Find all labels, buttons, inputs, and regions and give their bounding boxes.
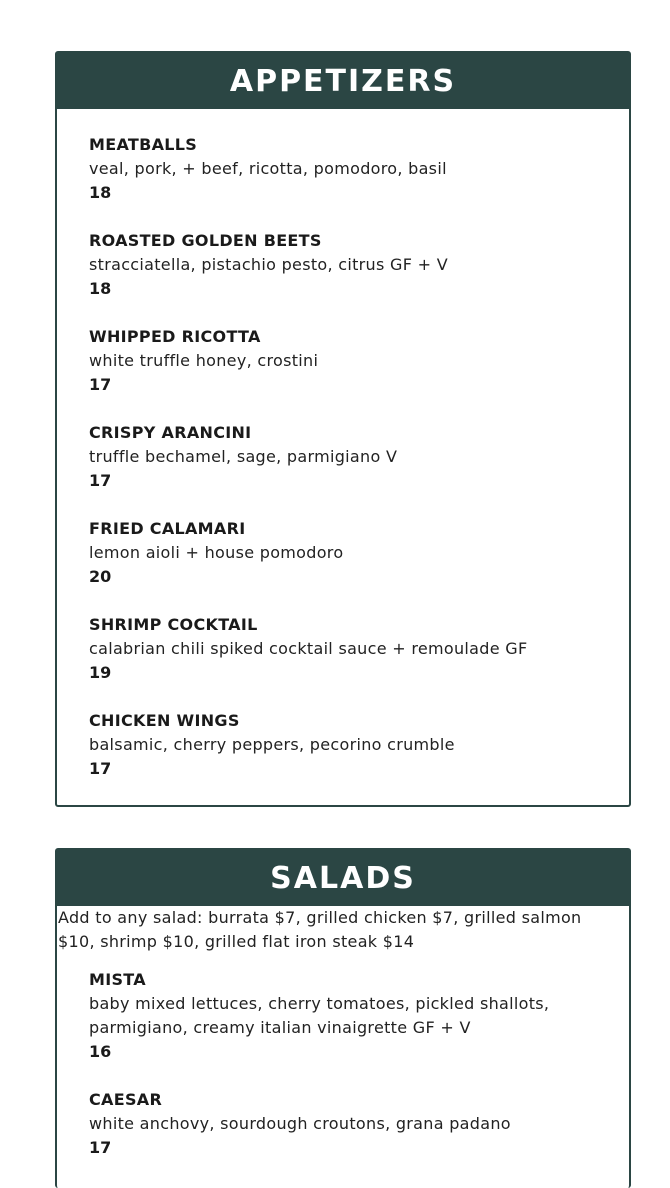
menu-item <box>89 613 629 685</box>
item-price: 17 <box>89 759 112 778</box>
item-price: 18 <box>89 183 112 202</box>
menu-item <box>89 1088 629 1160</box>
salad-addons-note: Add to any salad: burrata $7, grilled chicken $7, grilled salmon $10, shrimp $10, grilled flat iron steak $14 <box>58 908 582 951</box>
item-price: 19 <box>89 663 112 682</box>
item-name: CHICKEN WINGS <box>89 711 240 730</box>
item-description: baby mixed lettuces, cherry tomatoes, pickled shallots, parmigiano, creamy italian vinaigrette GF + V <box>89 994 550 1037</box>
salads-list <box>57 954 629 1160</box>
appetizers-section <box>55 51 631 807</box>
item-name: SHRIMP COCKTAIL <box>89 615 258 634</box>
item-description: veal, pork, + beef, ricotta, pomodoro, basil <box>89 159 447 178</box>
menu-item <box>89 517 629 589</box>
item-description: stracciatella, pistachio pesto, citrus GF + V <box>89 255 448 274</box>
item-description: white anchovy, sourdough croutons, grana padano <box>89 1114 511 1133</box>
menu-item <box>89 133 629 205</box>
salads-heading: SALADS <box>57 850 629 906</box>
item-description: balsamic, cherry peppers, pecorino crumble <box>89 735 455 754</box>
menu-item <box>89 229 629 301</box>
item-price: 18 <box>89 279 112 298</box>
menu-item <box>89 421 629 493</box>
salads-section <box>55 848 631 1188</box>
item-price: 17 <box>89 375 112 394</box>
item-price: 16 <box>89 1042 112 1061</box>
item-name: FRIED CALAMARI <box>89 519 246 538</box>
item-name: MISTA <box>89 970 146 989</box>
item-price: 17 <box>89 1138 112 1157</box>
item-name: CRISPY ARANCINI <box>89 423 252 442</box>
item-price: 20 <box>89 567 112 586</box>
menu-item <box>89 968 629 1064</box>
item-name: ROASTED GOLDEN BEETS <box>89 231 322 250</box>
appetizers-list <box>57 109 629 781</box>
item-name: WHIPPED RICOTTA <box>89 327 261 346</box>
item-description: truffle bechamel, sage, parmigiano V <box>89 447 398 466</box>
item-description: white truffle honey, crostini <box>89 351 319 370</box>
menu-item <box>89 325 629 397</box>
item-name: MEATBALLS <box>89 135 198 154</box>
menu-item <box>89 709 629 781</box>
item-description: lemon aioli + house pomodoro <box>89 543 344 562</box>
item-name: CAESAR <box>89 1090 163 1109</box>
appetizers-heading: APPETIZERS <box>57 53 629 109</box>
item-price: 17 <box>89 471 112 490</box>
item-description: calabrian chili spiked cocktail sauce + remoulade GF <box>89 639 528 658</box>
